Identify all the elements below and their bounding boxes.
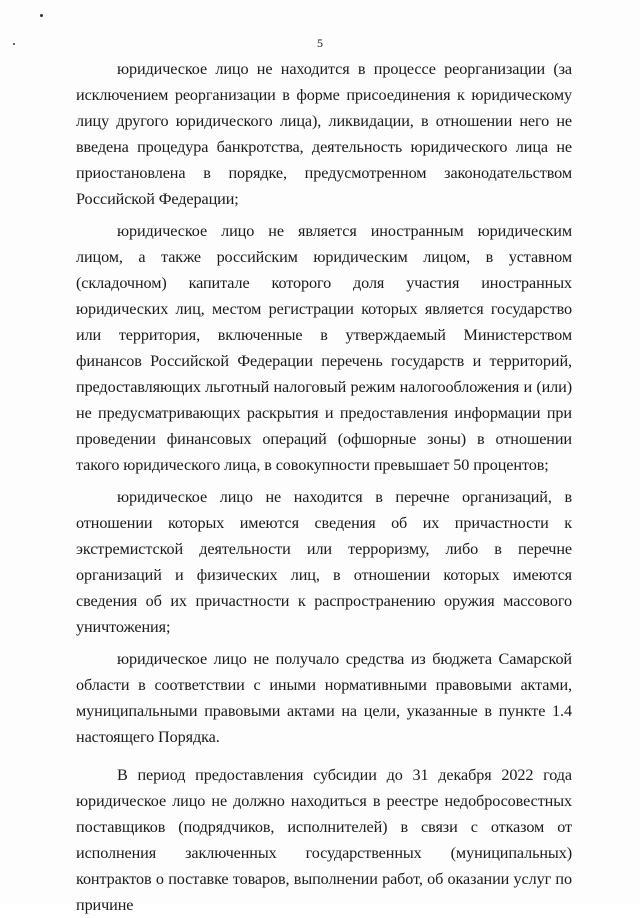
- paragraph-reorganization: юридическое лицо не находится в процессе реорганизации (за исключением реорганизации в форме присоединения к юридическому лицу другого юридического лица), ликвидации, в отношении него не введена процедура банкротства, деятельность юридического лица не приостановлена в порядке, предусмотренном законодательством Российской Федерации;: [76, 60, 572, 208]
- page-number: 5: [317, 36, 323, 50]
- paragraph-extremism-list: юридическое лицо не находится в перечне организаций, в отношении которых имеются сведения об их причастности к экстремистской деятельности или терроризму, либо в перечне организаций и физических лиц, в отношении которых имеются сведения об их причастности к распространению оружия массового уничтожения;: [76, 488, 572, 636]
- paragraph-budget-funds: юридическое лицо не получало средства из бюджета Самарской области в соответствии с иными нормативными правовыми актами, муниципальными правовыми актами на цели, указанные в пункте 1.4 настоящего Порядка.: [76, 650, 572, 746]
- document-body: [76, 56, 572, 918]
- scan-speck: [40, 14, 43, 17]
- paragraph-subsidy-period: В период предоставления субсидии до 31 декабря 2022 года юридическое лицо не должно находиться в реестре недобросовестных поставщиков (подрядчиков, исполнителей) в связи с отказом от исполнения заключенных государственных (муниципальных) контрактов о поставке товаров, выполнении работ, об оказании услуг по причине: [76, 766, 572, 914]
- paragraph-foreign-entity: юридическое лицо не является иностранным юридическим лицом, а также российским юридическим лицом, в уставном (складочном) капитале которого доля участия иностранных юридических лиц, местом регистрации которых является государство или территория, включенные в утверждаемый Министерством финансов Российской Федерации перечень государств и территорий, предоставляющих льготный налоговый режим налогообложения и (или) не предусматривающих раскрытия и предоставления информации при проведении финансовых операций (офшорные зоны) в отношении такого юридического лица, в совокупности превышает 50 процентов;: [76, 222, 572, 474]
